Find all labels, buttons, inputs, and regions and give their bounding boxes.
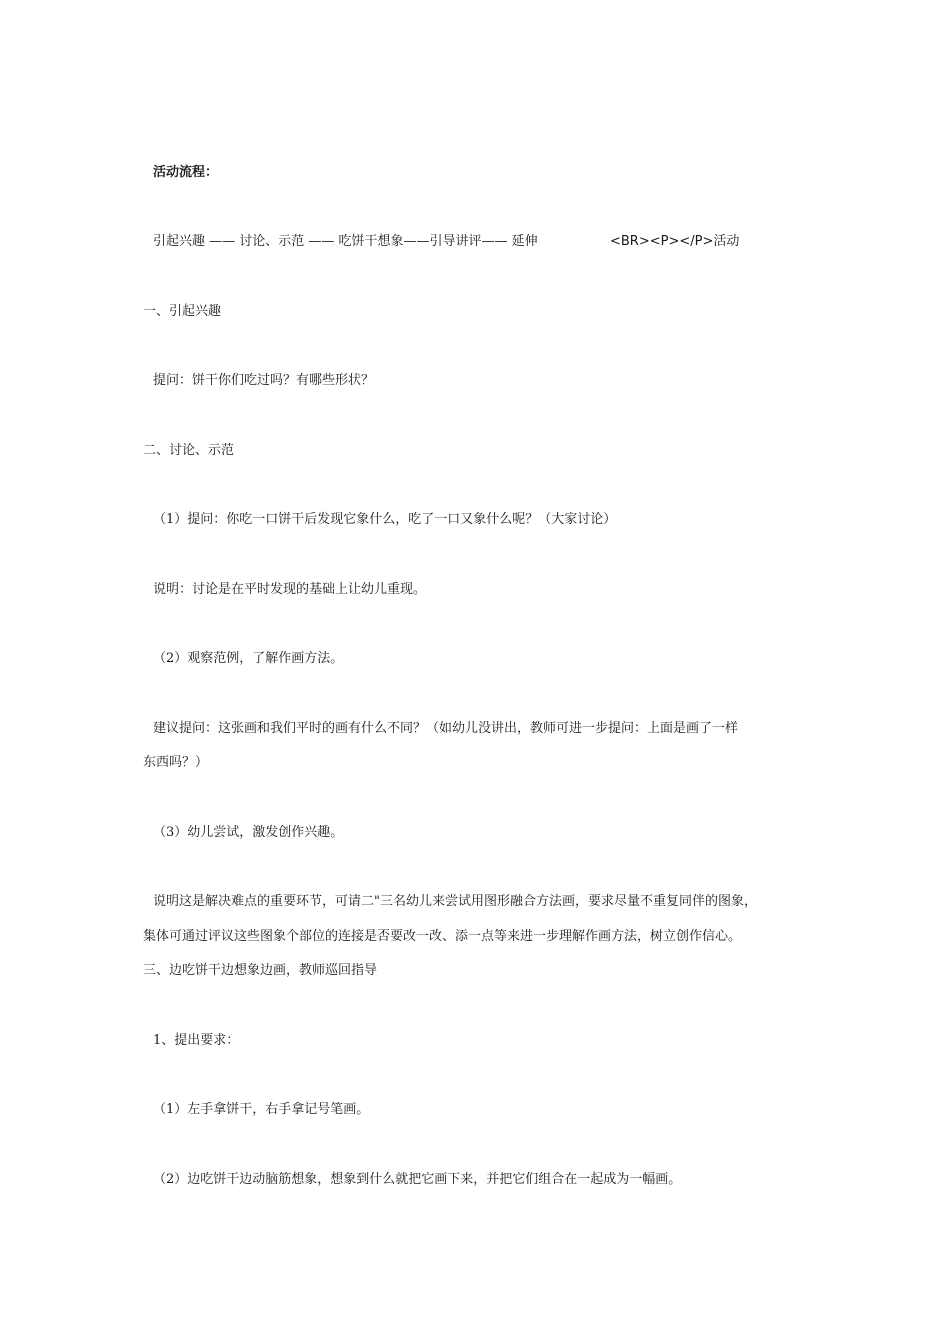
section-3-requirements: 1、提出要求： bbox=[153, 1033, 240, 1048]
flow-tail-tag: <BR><P></P> bbox=[610, 234, 714, 249]
flow-heading: 活动流程： bbox=[153, 165, 219, 180]
flow-tail-text: 活动 bbox=[713, 234, 740, 249]
section-2-note-2-line-1: 说明这是解决难点的重要环节，可请二"三名幼儿来尝试用图形融合方法画，要求尽量不重复同伴的图象， bbox=[153, 894, 757, 909]
section-3-requirement-2: （2）边吃饼干边动脑筋想象，想象到什么就把它画下来，并把它们组合在一起成为一幅画。 bbox=[153, 1172, 682, 1187]
flow-tail bbox=[610, 233, 739, 251]
section-2-suggestion-line-1: 建议提问：这张画和我们平时的画有什么不同？（如幼儿没讲出，教师可进一步提问：上面是画了一样 bbox=[153, 721, 739, 736]
section-2-note-2-line-2: 集体可通过评议这些图象个部位的连接是否要改一改、添一点等来进一步理解作画方法，树立创作信心。 bbox=[143, 929, 742, 944]
section-2-item-2: （2）观察范例，了解作画方法。 bbox=[153, 651, 344, 666]
section-1-question: 提问：饼干你们吃过吗？有哪些形状？ bbox=[153, 373, 375, 388]
section-3-title: 三、边吃饼干边想象边画，教师巡回指导 bbox=[143, 963, 378, 978]
section-2-suggestion-line-2: 东西吗？） bbox=[143, 755, 209, 770]
section-2-note-1: 说明：讨论是在平时发现的基础上让幼儿重现。 bbox=[153, 582, 427, 597]
section-2-title: 二、讨论、示范 bbox=[143, 443, 235, 458]
section-2-item-3: （3）幼儿尝试，激发创作兴趣。 bbox=[153, 825, 344, 840]
section-2-item-1: （1）提问：你吃一口饼干后发现它象什么，吃了一口又象什么呢？（大家讨论） bbox=[153, 512, 617, 527]
flow-steps: 引起兴趣 —— 讨论、示范 —— 吃饼干想象——引导讲评—— 延伸 bbox=[153, 234, 538, 249]
section-1-title: 一、引起兴趣 bbox=[143, 304, 222, 319]
section-3-requirement-1: （1）左手拿饼干，右手拿记号笔画。 bbox=[153, 1102, 370, 1117]
